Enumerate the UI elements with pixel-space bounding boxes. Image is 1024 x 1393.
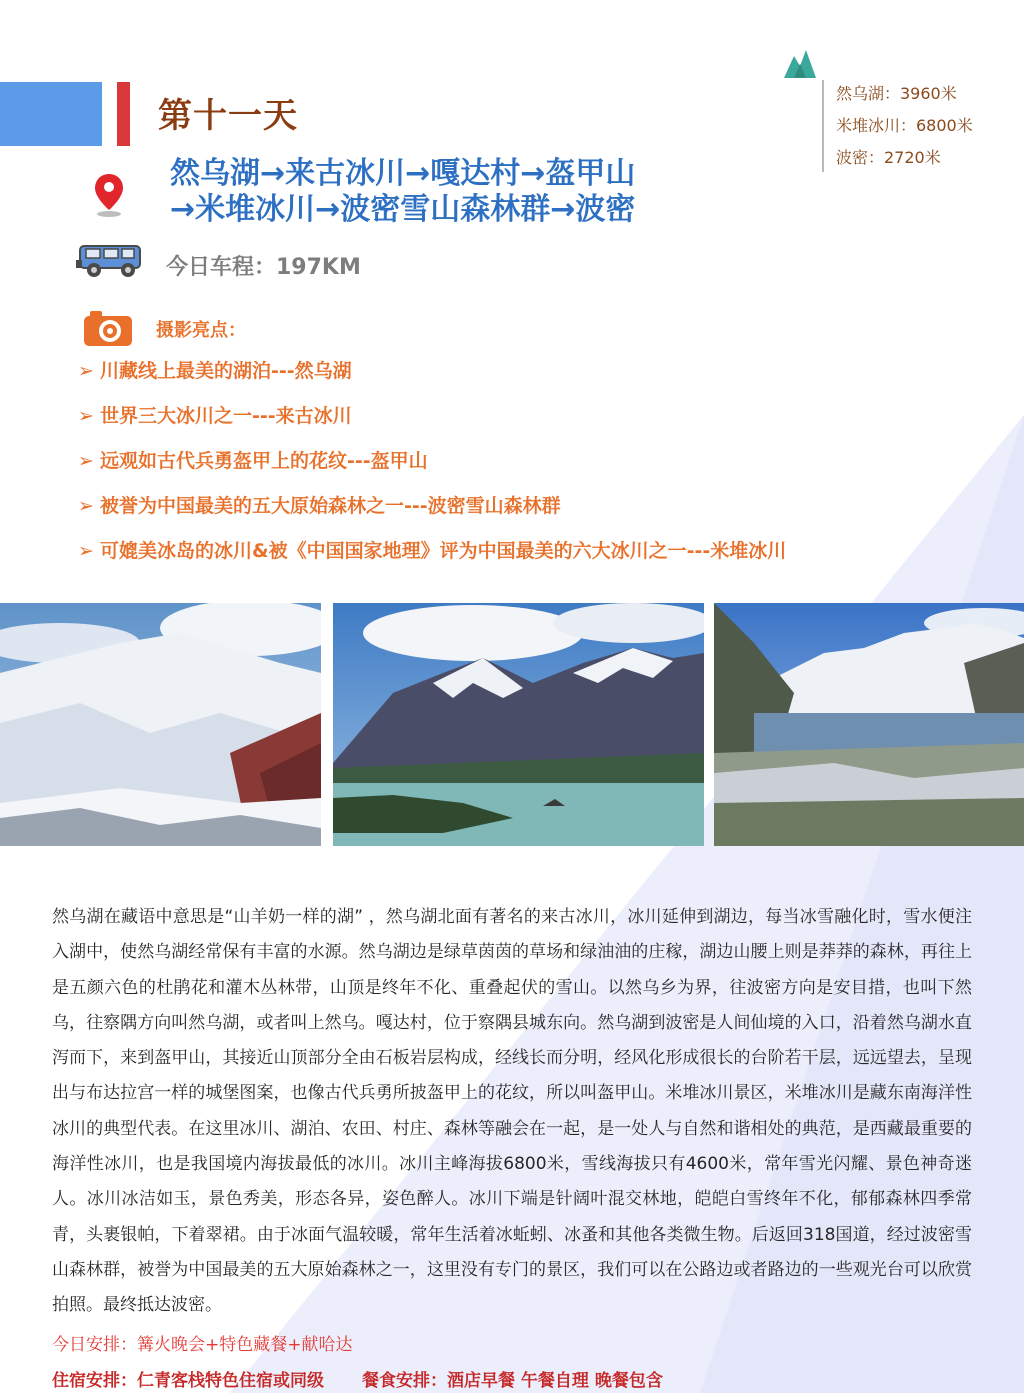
camera-icon	[82, 308, 134, 348]
highlight-item: ➢ 被誉为中国最美的五大原始森林之一---波密雪山森林群	[78, 495, 561, 517]
meal-info: 餐食安排：酒店早餐 午餐自理 晚餐包含	[362, 1371, 663, 1391]
driving-distance: 今日车程：197KM	[166, 255, 361, 280]
photography-title: 摄影亮点：	[156, 320, 246, 341]
highlight-item: ➢ 远观如古代兵勇盔甲上的花纹---盔甲山	[78, 450, 428, 472]
highlight-item: ➢ 可媲美冰岛的冰川&被《中国国家地理》评为中国最美的六大冰川之一---米堆冰川	[78, 540, 787, 562]
arrow-icon: ➢	[78, 495, 94, 517]
day-title: 第十一天	[158, 96, 298, 136]
altitude-divider	[822, 80, 824, 172]
highlight-item: ➢ 世界三大冰川之一---来古冰川	[78, 405, 352, 427]
route-line: 然乌湖→来古冰川→嘎达村→盔甲山	[170, 156, 636, 191]
today-plan: 今日安排：篝火晚会+特色藏餐+献哈达	[52, 1335, 353, 1355]
photo-lake-mountains	[333, 603, 704, 846]
altitude-item: 然乌湖：3960米	[836, 84, 957, 103]
location-pin-icon	[92, 172, 126, 218]
route-title	[170, 156, 770, 228]
arrow-icon: ➢	[78, 405, 94, 427]
highlight-item: ➢ 川藏线上最美的湖泊---然乌湖	[78, 360, 352, 382]
altitude-item: 波密：2720米	[836, 148, 941, 167]
jeep-icon	[76, 238, 148, 280]
route-line: →米堆冰川→波密雪山森林群→波密	[170, 192, 636, 227]
header-red-bar	[117, 82, 130, 146]
altitude-item: 米堆冰川：6800米	[836, 116, 973, 135]
arrow-icon: ➢	[78, 540, 94, 562]
arrangement-line	[52, 1366, 701, 1391]
arrow-icon: ➢	[78, 450, 94, 472]
mountain-icon	[782, 48, 818, 80]
photo-glacier-valley	[714, 603, 1024, 846]
arrow-icon: ➢	[78, 360, 94, 382]
altitude-list	[836, 80, 973, 176]
photo-glacier	[0, 603, 321, 846]
highlight-list	[78, 358, 786, 583]
accommodation-info: 住宿安排：仁青客栈特色住宿或同级	[52, 1371, 324, 1391]
header-blue-bar	[0, 82, 102, 146]
description-paragraph: 然乌湖在藏语中意思是“山羊奶一样的湖” ，然乌湖北面有著名的来古冰川，冰川延伸到湖边，每当冰雪融化时，雪水便注入湖中，使然乌湖经常保有丰富的水源。然乌湖边是绿草茵茵的草场和绿油油的庄稼，湖边山腰上则是莽莽的森林，再往上是五颜六色的杜鹃花和灌木丛林带，山顶是终年不化、重叠起伏的雪山。以然乌乡为界，往波密方向是安目措，也叫下然乌，往察隅方向叫然乌湖，或者叫上然乌。嘎达村，位于察隅县城东向。然乌湖到波密是人间仙境的入口，沿着然乌湖水直泻而下，来到盔甲山，其接近山顶部分全由石板岩层构成，经线长而分明，经风化形成很长的台阶若干层，远远望去，呈现出与布达拉宫一样的城堡图案，也像古代兵勇所披盔甲上的花纹，所以叫盔甲山。米堆冰川景区，米堆冰川是藏东南海洋性冰川的典型代表。在这里冰川、湖泊、农田、村庄、森林等融会在一起，是一处人与自然和谐相处的典范，是西藏最重要的海洋性冰川，也是我国境内海拔最低的冰川。冰川主峰海拔6800米，雪线海拔只有4600米，常年雪光闪耀、景色神奇迷人。冰川冰洁如玉，景色秀美，形态各异，姿色醉人。冰川下端是针阔叶混交林地，皑皑白雪终年不化，郁郁森林四季常青，头裹银帕，下着翠裙。由于冰面气温较暖，常年生活着冰蚯蚓、冰蚤和其他各类微生物。后返回318国道，经过波密雪山森林群，被誉为中国最美的五大原始森林之一，这里没有专门的景区，我们可以在公路边或者路边的一些观光台可以欣赏拍照。最终抵达波密。	[52, 907, 972, 1316]
